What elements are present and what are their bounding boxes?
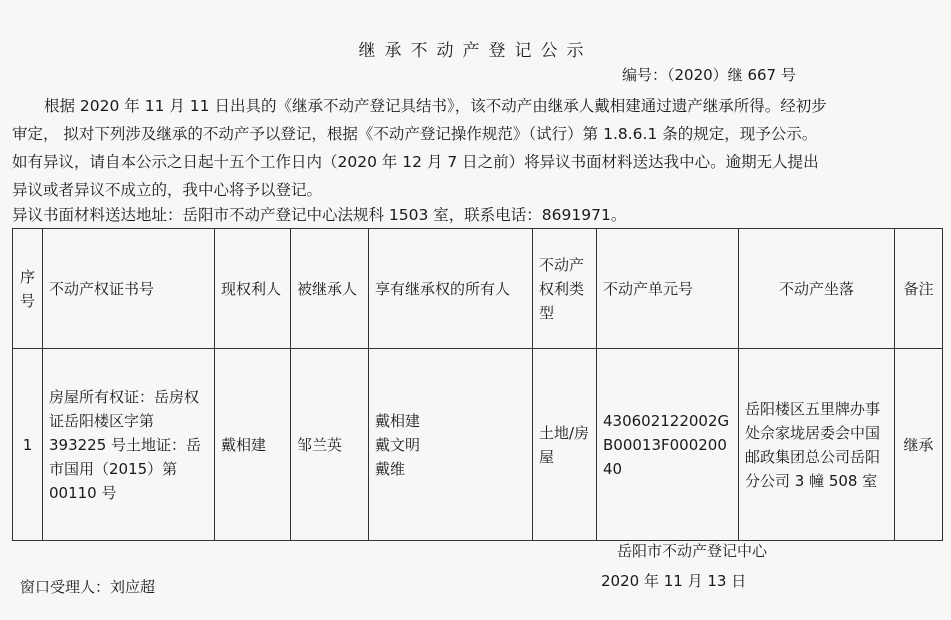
cell-seq: 1 [13, 349, 43, 541]
issuing-organization: 岳阳市不动产登记中心 [617, 542, 768, 560]
page-title: 继承不动产登记公示 [358, 41, 593, 61]
header-unit-no: 不动产单元号 [597, 229, 739, 349]
header-seq: 序号 [13, 229, 43, 349]
issue-date: 2020 年 11 月 13 日 [601, 572, 747, 590]
table-row [13, 349, 943, 541]
heir-name: 戴相建 [375, 411, 421, 430]
header-cert-no: 不动产权证书号 [43, 229, 215, 349]
paragraph-line: 异议或者异议不成立的，我中心将予以登记。 [12, 181, 323, 199]
cell-heirs [369, 349, 533, 541]
table-header-row [13, 229, 943, 349]
window-receiver: 窗口受理人：刘应超 [20, 578, 156, 596]
cell-remark: 继承 [895, 349, 943, 541]
header-holder: 现权利人 [215, 229, 291, 349]
cell-location: 岳阳楼区五里牌办事处佘家垅居委会中国邮政集团总公司岳阳分公司 3 幢 508 室 [739, 349, 895, 541]
paragraph-line: 如有异议，请自本公示之日起十五个工作日内（2020 年 12 月 7 日之前）将异议书面材料送达我中心。逾期无人提出 [12, 153, 819, 171]
paragraph-line: 根据 2020 年 11 月 11 日出具的《继承不动产登记具结书》，该不动产由继承人戴相建通过遗产继承所得。经初步 [44, 97, 827, 115]
paragraph-line: 审定， 拟对下列涉及继承的不动产予以登记，根据《不动产登记操作规范》（试行）第 1.8.6.1 条的规定，现予公示。 [12, 125, 818, 143]
header-decedent: 被继承人 [291, 229, 369, 349]
header-remark: 备注 [895, 229, 943, 349]
cell-decedent: 邹兰英 [291, 349, 369, 541]
cell-unit-no: 430602122002GB00013F00020040 [597, 349, 739, 541]
document-number: 编号：（2020）继 667 号 [622, 66, 796, 84]
header-heirs: 享有继承权的所有人 [369, 229, 533, 349]
cell-right-type: 土地/房屋 [533, 349, 597, 541]
cell-holder: 戴相建 [215, 349, 291, 541]
heir-name: 戴文明 [375, 435, 421, 454]
property-table [12, 228, 943, 541]
objection-address: 异议书面材料送达地址：岳阳市不动产登记中心法规科 1503 室，联系电话：8691971。 [12, 206, 627, 224]
notice-paragraph [12, 92, 932, 204]
header-location: 不动产坐落 [739, 229, 895, 349]
cell-cert-no: 房屋所有权证：岳房权证岳阳楼区字第 393225 号土地证：岳市国用（2015）第 00110 号 [43, 349, 215, 541]
heir-name: 戴维 [375, 459, 406, 478]
header-right-type: 不动产权利类型 [533, 229, 597, 349]
